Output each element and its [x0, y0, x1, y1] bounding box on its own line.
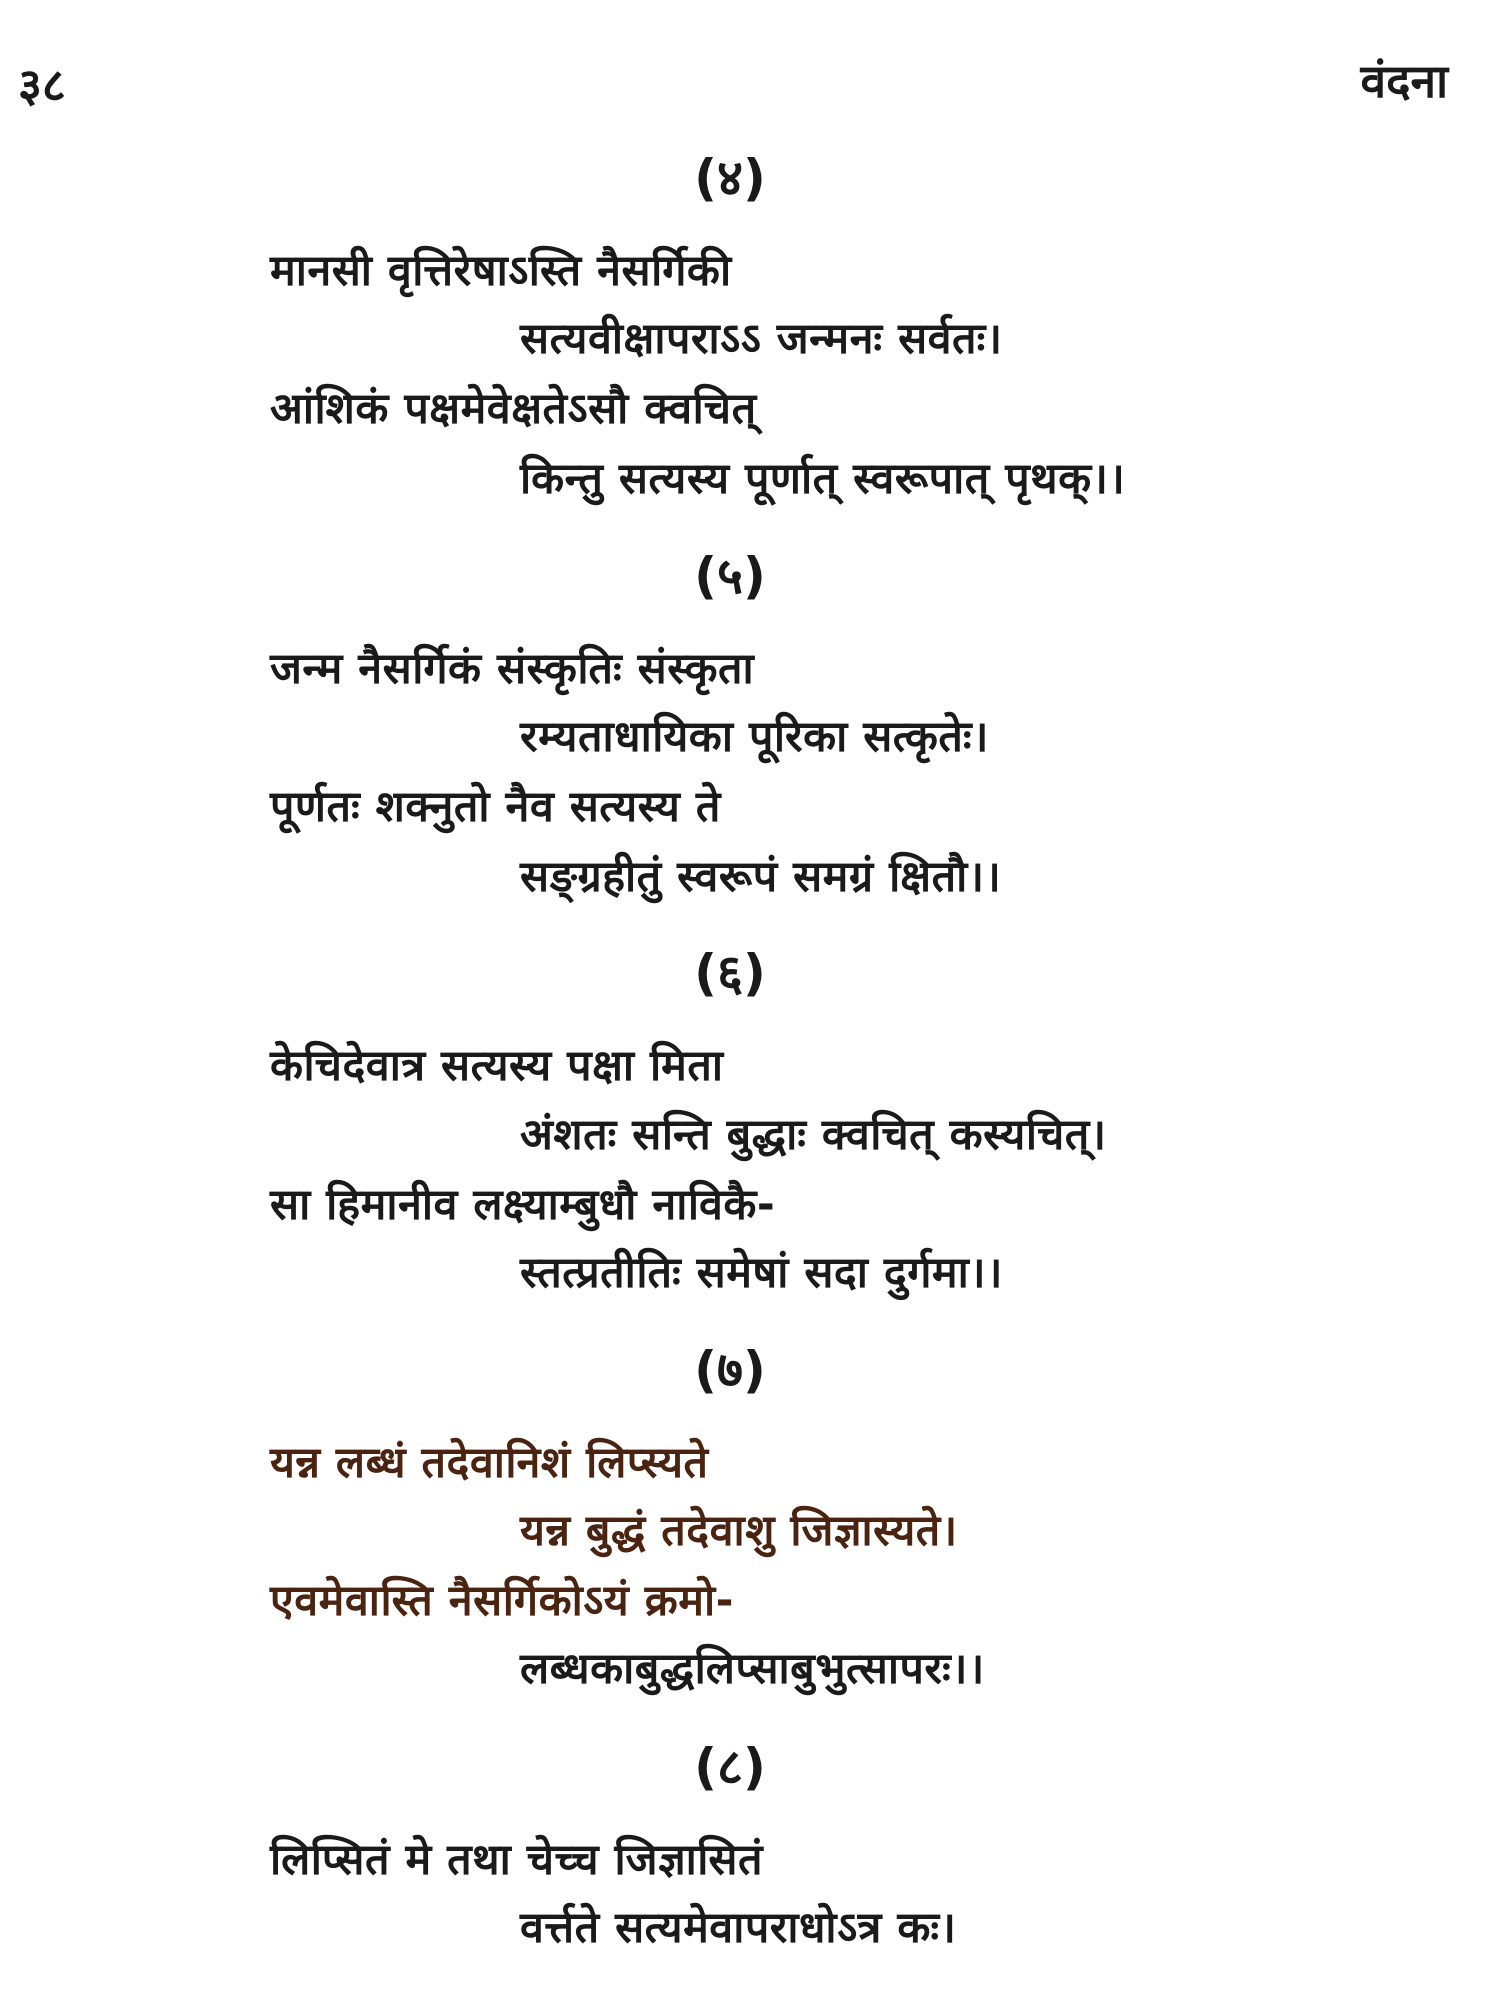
- verse-number-4: (४): [694, 149, 766, 207]
- verse-line: यन्न बुद्धं तदेवाशु जिज्ञास्यते।: [520, 1506, 958, 1556]
- verse-line: सा हिमानीव लक्ष्याम्बुधौ नाविकै-: [270, 1180, 776, 1230]
- verse-line: लब्धकाबुद्धलिप्साबुभुत्सापरः।।: [520, 1644, 985, 1694]
- verse-line: केचिदेवात्र सत्यस्य पक्षा मिता: [270, 1041, 724, 1091]
- verse-line: सङ्ग्रहीतुं स्वरूपं समग्रं क्षितौ।।: [520, 852, 1002, 902]
- verse-line: स्तत्प्रतीतिः समेषां सदा दुर्गमा।।: [520, 1248, 1003, 1298]
- page-number: ३८: [18, 58, 66, 112]
- verse-number-8: (८): [694, 1738, 766, 1796]
- verse-line: मानसी वृत्तिरेषाऽस्ति नैसर्गिकी: [270, 246, 732, 296]
- verse-number-6: (६): [694, 944, 766, 1002]
- verse-line: रम्यताधायिका पूरिका सत्कृतेः।: [520, 712, 989, 762]
- verse-line: आंशिकं पक्षमेवेक्षतेऽसौ क्वचित्: [270, 384, 757, 434]
- verse-line: वर्त्तते सत्यमेवापराधोऽत्र कः।: [520, 1903, 957, 1953]
- running-title: वंदना: [1360, 54, 1448, 108]
- verse-line: पूर्णतः शक्नुतो नैव सत्यस्य ते: [270, 782, 721, 832]
- verse-number-7: (७): [694, 1341, 766, 1399]
- verse-number-5: (५): [694, 547, 766, 605]
- verse-line: अंशतः सन्ति बुद्धाः क्वचित् कस्यचित्।: [520, 1110, 1107, 1160]
- verse-line: यन्न लब्धं तदेवानिशं लिप्स्यते: [270, 1438, 709, 1488]
- verse-line: लिप्सितं मे तथा चेच्च जिज्ञासितं: [270, 1835, 764, 1885]
- verse-line: जन्म नैसर्गिकं संस्कृतिः संस्कृता: [270, 644, 755, 694]
- verse-line: सत्यवीक्षापराऽऽ जन्मनः सर्वतः।: [520, 314, 1003, 364]
- verse-line: किन्तु सत्यस्य पूर्णात् स्वरूपात् पृथक्।।: [520, 454, 1126, 504]
- verse-line: एवमेवास्ति नैसर्गिकोऽयं क्रमो-: [270, 1576, 734, 1626]
